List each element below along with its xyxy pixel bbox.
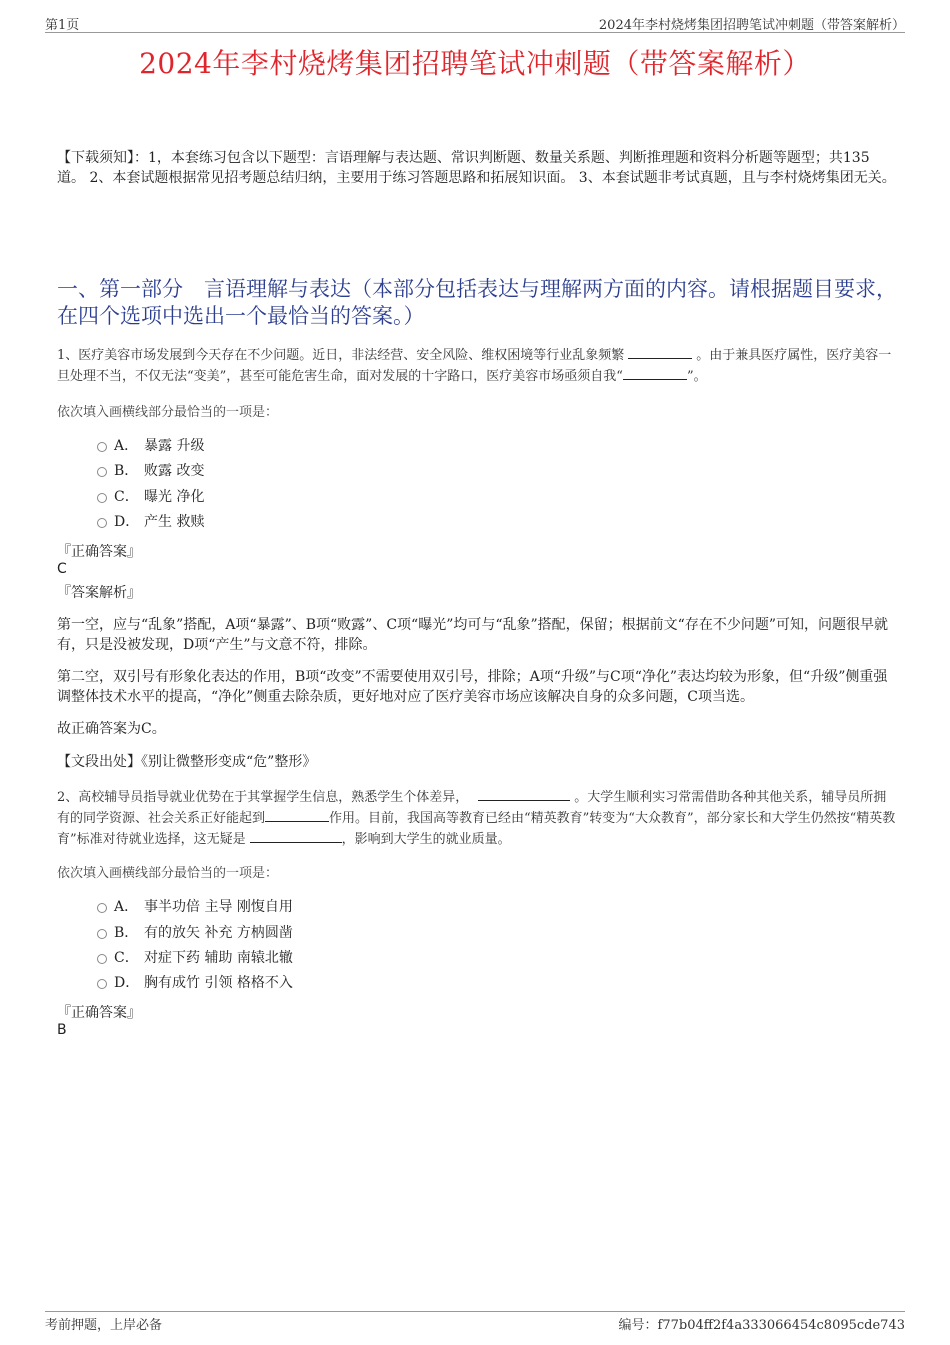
question-2-text xyxy=(57,787,899,850)
question-1-analysis-3: 故正确答案为C。 xyxy=(57,721,166,737)
blank-1 xyxy=(478,788,570,801)
page-number: 第1页 xyxy=(45,18,80,33)
radio-icon[interactable] xyxy=(97,954,107,964)
question-1-analysis-1: 第一空，应与“乱象”搭配，A项“暴露”、B项“败露”、C项“曝光”均可与“乱象”搭配，保留；根据前文“存在不少问题”可知，问题很早就有，只是没被发现，D项“产生”与文意不符，排除。 xyxy=(57,617,888,653)
question-1-part-c: ”。 xyxy=(686,369,707,384)
download-notice: 【下载须知】：1，本套练习包含以下题型：言语理解与表达题、常识判断题、数量关系题、判断推理题和资料分析题等题型；共135道。 2、本套试题根据常见招考题总结归纳，主要用于练习答题思路和拓展知识面。 3、本套试题非考试真题，且与李村烧烤集团无关。 xyxy=(57,150,896,186)
header-divider xyxy=(45,32,905,33)
blank-2 xyxy=(265,809,329,822)
question-1-text xyxy=(57,345,899,387)
question-2-part-b: 。大学生顺利实习常需借助各种其他关系，辅导员所拥有的同学资源、社会关系正好能起到 xyxy=(57,790,887,826)
section-title: 一、第一部分 言语理解与表达（本部分包括表达与理解两方面的内容。请根据题目要求，在四个选项中选出一个最恰当的答案。） xyxy=(57,277,897,328)
question-1-option-d[interactable]: D． 产生 救赎 xyxy=(97,511,204,533)
question-2-option-a[interactable]: A． 事半功倍 主导 刚愎自用 xyxy=(97,896,293,918)
blank-1 xyxy=(628,346,692,359)
page-title: 2024年李村烧烤集团招聘笔试冲刺题（带答案解析） xyxy=(139,47,811,80)
footer-divider xyxy=(45,1311,905,1312)
blank-2 xyxy=(623,367,687,380)
question-2-answer: B xyxy=(57,1022,67,1038)
question-2-part-d: ，影响到大学生的就业质量。 xyxy=(341,832,511,847)
question-1-source: 【文段出处】《别让微整形变成“危”整形》 xyxy=(57,754,317,770)
question-2-option-c[interactable]: C． 对症下药 辅助 南辕北辙 xyxy=(97,947,293,969)
question-2-part-c: 作用。目前，我国高等教育已经由“精英教育”转变为“大众教育”，部分家长和大学生仍然按“精英教育”标准对待就业选择，这无疑是 xyxy=(57,811,896,847)
question-1-option-b[interactable]: B． 败露 改变 xyxy=(97,460,204,482)
question-1-option-c[interactable]: C． 曝光 净化 xyxy=(97,486,204,508)
blank-3 xyxy=(250,830,342,843)
radio-icon[interactable] xyxy=(97,903,107,913)
question-1-part-b: 。由于兼具医疗属性，医疗美容一旦处理不当，不仅无法“变美”，甚至可能危害生命，面对发展的十字路口，医疗美容市场亟须自我“ xyxy=(57,348,892,384)
question-2-answer-label: 『正确答案』 xyxy=(57,1005,141,1021)
radio-icon[interactable] xyxy=(97,467,107,477)
radio-icon[interactable] xyxy=(97,442,107,452)
question-1-instruction: 依次填入画横线部分最恰当的一项是： xyxy=(57,405,279,420)
question-1-part-a: 1、医疗美容市场发展到今天存在不少问题。近日，非法经营、安全风险、维权困境等行业乱象频繁 xyxy=(57,348,625,363)
footer-slogan: 考前押题，上岸必备 xyxy=(45,1318,163,1333)
radio-icon[interactable] xyxy=(97,979,107,989)
question-1-analysis-2: 第二空，双引号有形象化表达的作用，B项“改变”不需要使用双引号，排除；A项“升级”与C项“净化”表达均较为形象，但“升级”侧重强调整体技术水平的提高，“净化”侧重去除杂质，更好地对应了医疗美容市场应该解决自身的众多问题，C项当选。 xyxy=(57,669,888,705)
running-header: 2024年李村烧烤集团招聘笔试冲刺题（带答案解析） xyxy=(598,18,905,33)
question-1-option-a[interactable]: A． 暴露 升级 xyxy=(97,435,204,457)
radio-icon[interactable] xyxy=(97,518,107,528)
question-2-instruction: 依次填入画横线部分最恰当的一项是： xyxy=(57,866,279,881)
question-1-answer: C xyxy=(57,561,67,577)
question-2-option-b[interactable]: B． 有的放矢 补充 方枘圆凿 xyxy=(97,922,293,944)
question-1-analysis-label: 『答案解析』 xyxy=(57,585,141,601)
question-2-part-a: 2、高校辅导员指导就业优势在于其掌握学生信息，熟悉学生个体差异， xyxy=(57,790,469,805)
question-2-option-d[interactable]: D． 胸有成竹 引领 格格不入 xyxy=(97,972,293,994)
radio-icon[interactable] xyxy=(97,493,107,503)
radio-icon[interactable] xyxy=(97,929,107,939)
question-1-answer-label: 『正确答案』 xyxy=(57,544,141,560)
document-id: 编号：f77b04ff2f4a333066454c8095cde743 xyxy=(618,1318,905,1333)
